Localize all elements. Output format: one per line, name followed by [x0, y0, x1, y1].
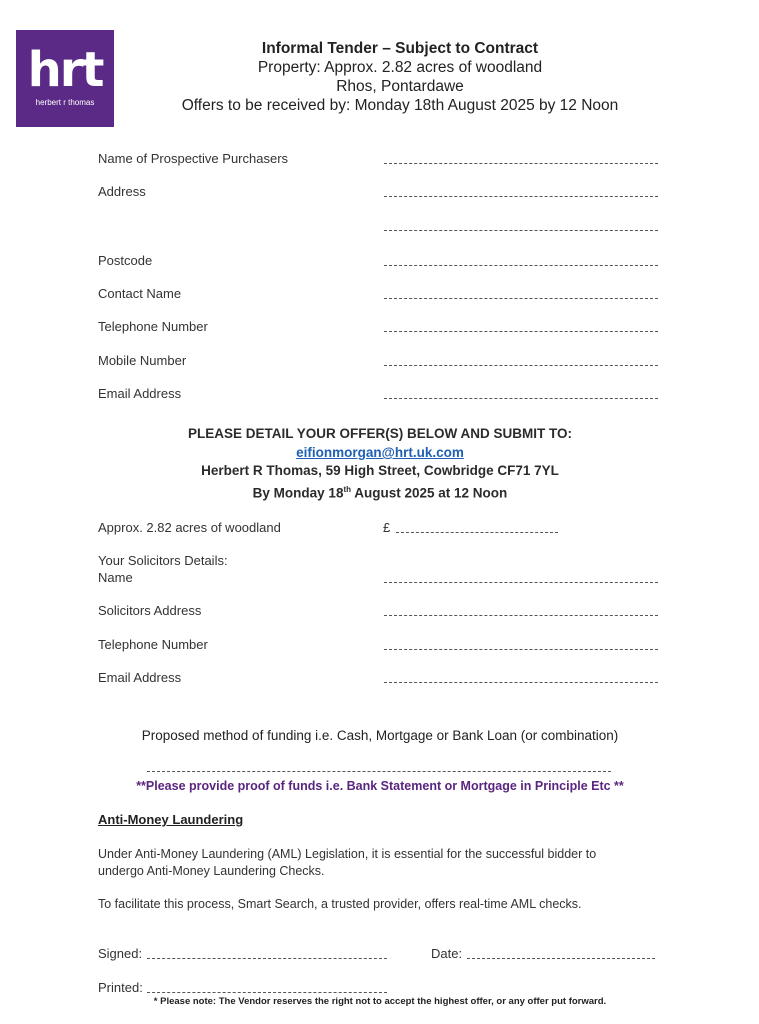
label-postcode: Postcode	[98, 253, 153, 268]
field-printed[interactable]	[147, 992, 387, 993]
field-offer-amount[interactable]	[396, 532, 558, 533]
field-address-line1[interactable]	[384, 196, 658, 197]
label-contact-name: Contact Name	[98, 286, 182, 301]
aml-paragraph-line1: Under Anti-Money Laundering (AML) Legislation, it is essential for the successful bidder to	[98, 847, 597, 861]
label-signed: Signed:	[98, 946, 143, 961]
proof-of-funds-note: **Please provide proof of funds i.e. Bank Statement or Mortgage in Principle Etc **	[136, 779, 624, 793]
aml-heading: Anti-Money Laundering	[98, 812, 244, 827]
aml-paragraph-line2: undergo Anti-Money Laundering Checks.	[98, 864, 325, 878]
field-email[interactable]	[384, 398, 658, 399]
submission-email-link[interactable]: eifionmorgan@hrt.uk.com	[296, 445, 464, 460]
field-solicitor-name[interactable]	[384, 582, 658, 583]
aml-smart-search: To facilitate this process, Smart Search, a trusted provider, offers real-time AML checks.	[98, 897, 582, 911]
label-address: Address	[98, 184, 146, 199]
solicitor-heading: Your Solicitors Details:	[98, 553, 228, 568]
label-purchaser-name: Name of Prospective Purchasers	[98, 151, 289, 166]
location-line: Rhos, Pontardawe	[336, 78, 464, 95]
currency-symbol: £	[383, 520, 391, 535]
field-funding-method[interactable]	[147, 771, 611, 772]
field-solicitor-email[interactable]	[384, 682, 658, 683]
logo-subtitle: herbert r thomas	[35, 98, 95, 107]
submission-address: Herbert R Thomas, 59 High Street, Cowbridge CF71 7YL	[201, 463, 559, 478]
footer-note: * Please note: The Vendor reserves the right not to accept the highest offer, or any offer put forward.	[153, 996, 607, 1007]
label-printed: Printed:	[98, 980, 143, 995]
field-contact-name[interactable]	[384, 298, 658, 299]
label-mobile: Mobile Number	[98, 353, 187, 368]
label-email: Email Address	[98, 386, 182, 401]
logo-mark: hrt	[27, 42, 103, 98]
document-title: Informal Tender – Subject to Contract	[261, 40, 539, 57]
label-date: Date:	[431, 946, 463, 961]
label-telephone: Telephone Number	[98, 319, 208, 334]
field-telephone[interactable]	[384, 331, 658, 332]
field-date[interactable]	[467, 958, 655, 959]
label-solicitor-telephone: Telephone Number	[98, 637, 208, 652]
property-line: Property: Approx. 2.82 acres of woodland	[257, 59, 543, 76]
label-offer: Approx. 2.82 acres of woodland	[98, 520, 281, 535]
submission-deadline: By Monday 18th August 2025 at 12 Noon	[252, 485, 508, 501]
submission-heading: PLEASE DETAIL YOUR OFFER(S) BELOW AND SUBMIT TO:	[187, 426, 572, 441]
deadline-line: Offers to be received by: Monday 18th August 2025 by 12 Noon	[181, 97, 619, 114]
field-purchaser-name[interactable]	[384, 163, 658, 164]
field-signed[interactable]	[147, 958, 387, 959]
label-solicitor-email: Email Address	[98, 670, 182, 685]
label-solicitor-name: Name	[98, 570, 133, 585]
field-address-line2[interactable]	[384, 230, 658, 231]
field-solicitor-telephone[interactable]	[384, 649, 658, 650]
funding-question: Proposed method of funding i.e. Cash, Mortgage or Bank Loan (or combination)	[141, 728, 619, 743]
hrt-logo	[16, 30, 114, 127]
label-solicitor-address: Solicitors Address	[98, 603, 202, 618]
field-postcode[interactable]	[384, 265, 658, 266]
field-mobile[interactable]	[384, 365, 658, 366]
field-solicitor-address[interactable]	[384, 615, 658, 616]
